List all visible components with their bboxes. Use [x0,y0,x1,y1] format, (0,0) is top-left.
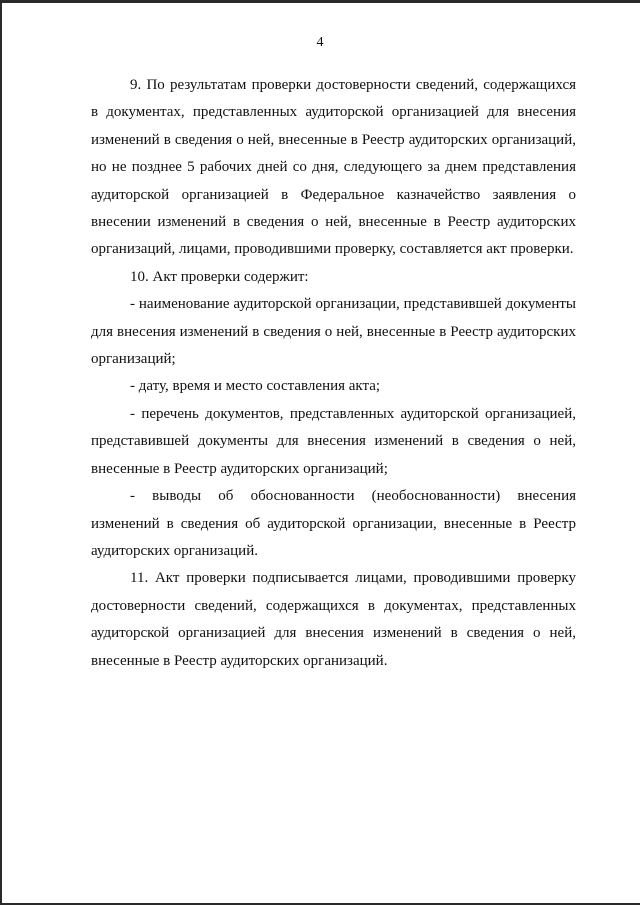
page-number: 4 [316,35,324,50]
list-item-date: - дату, время и место составления акта; [130,378,381,395]
paragraph-10-intro: 10. Акт проверки содержит: [130,268,309,285]
paragraph-11: 11. Акт проверки подписывается лицами, проводившими проверку достоверности сведений, содержащихся в документах, представленных аудиторской организацией для внесения изменений в сведения о ней, внесенные в Реестр аудиторских организаций. [91,570,576,669]
list-item-name: - наименование аудиторской организации, представившей документы для внесения изменений в сведения о ней, внесенные в Реестр аудиторских организаций; [91,296,576,368]
document-body [91,72,576,675]
list-item-documents: - перечень документов, представленных аудиторской организацией, представившей документы для внесения изменений в сведения о ней, внесенные в Реестр аудиторских организаций; [91,405,576,477]
scan-edge-top [0,0,640,3]
paragraph-9: 9. По результатам проверки достоверности сведений, содержащихся в документах, представленных аудиторской организацией для внесения изменений в сведения о ней, внесенные в Реестр аудиторских организаций, но не позднее 5 рабочих дней со дня, следующего за днем представления аудиторской организацией в Федеральное казначейство заявления о внесении изменений в сведения о ней, внесенные в Реестр аудиторских организаций, лицами, проводившими проверку, составляется акт проверки. [91,77,576,258]
list-item-conclusions: - выводы об обоснованности (необоснованности) внесения изменений в сведения об аудиторской организации, внесенные в Реестр аудиторских организаций. [91,488,576,559]
scan-edge-left [0,0,2,905]
